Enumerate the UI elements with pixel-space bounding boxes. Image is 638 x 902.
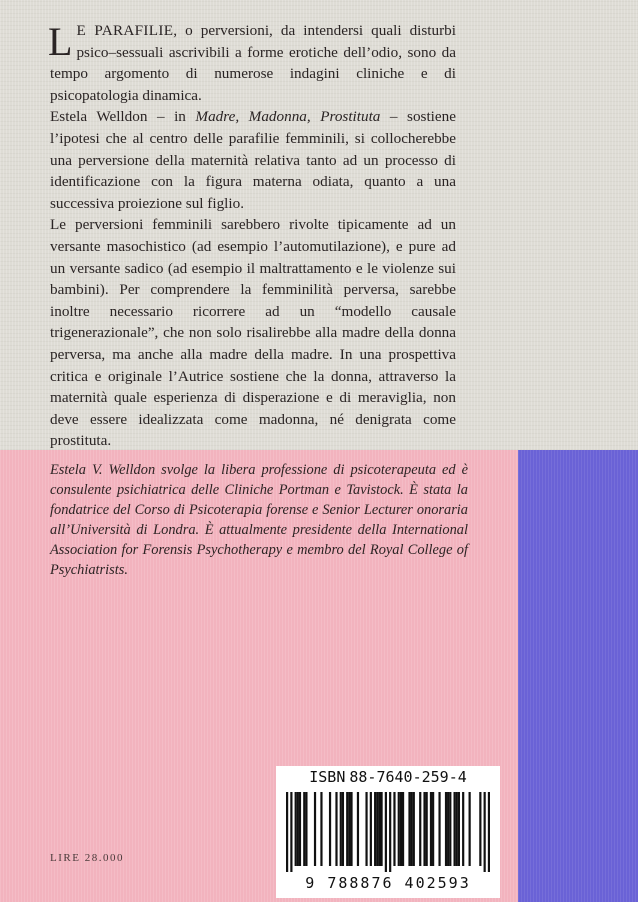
barcode-bar bbox=[430, 792, 432, 866]
blurb-paragraph-2-text: – sostiene l’ipotesi che al centro delle parafilie femminili, si collocherebbe una perversione della maternità relativa tanto ad un processo di identificazione con la figura materna odiata, quanto a una successiva proiezione sul figlio. bbox=[50, 108, 456, 212]
author-bio-text: Estela V. Welldon svolge la libera professione di psicoterapeuta ed è consulente psichiatrica delle Cliniche Portman e Tavistock. È stata la fondatrice del Corso di Psicoterapia forense e Senior Lecturer onoraria all’Università di Londra. È attualmente presidente della International Association for Forensis Psychotherapy e membro del Royal College of Psychiatrists. bbox=[50, 462, 468, 578]
blue-stripe bbox=[518, 450, 638, 902]
barcode-bar bbox=[314, 792, 316, 866]
barcode-bar bbox=[350, 792, 352, 866]
blurb-paragraph-2-start: Estela Welldon – in bbox=[50, 108, 196, 126]
book-title-italic: Madre, Madonna, Prostituta bbox=[195, 108, 381, 126]
barcode-bar bbox=[290, 792, 292, 872]
barcode-bar bbox=[456, 792, 458, 866]
price-label: LIRE 28.000 bbox=[50, 852, 124, 864]
barcode-bar bbox=[335, 792, 337, 866]
barcode-bar bbox=[365, 792, 367, 866]
barcode-bar bbox=[295, 792, 297, 866]
barcode-bar bbox=[469, 792, 471, 866]
author-bio bbox=[50, 460, 468, 580]
barcode-bar bbox=[329, 792, 331, 866]
back-cover-blurb bbox=[50, 20, 456, 452]
barcode-bar bbox=[479, 792, 481, 866]
barcode-bar bbox=[380, 792, 382, 866]
barcode-bar bbox=[303, 792, 305, 866]
barcode-bar bbox=[370, 792, 372, 866]
barcode-bar bbox=[320, 792, 322, 866]
barcode-bar bbox=[462, 792, 464, 866]
barcode-bar bbox=[357, 792, 359, 866]
isbn-line bbox=[276, 766, 500, 788]
barcode-bar bbox=[376, 792, 378, 866]
barcode-bar bbox=[413, 792, 415, 866]
barcode-bar bbox=[432, 792, 434, 866]
barcode-bar bbox=[340, 792, 342, 866]
barcode-bar bbox=[438, 792, 440, 866]
barcode-bar bbox=[398, 792, 400, 866]
barcode-bar bbox=[419, 792, 421, 866]
drop-cap: L bbox=[48, 19, 73, 64]
barcode-bar bbox=[385, 792, 387, 872]
barcode-bar bbox=[484, 792, 486, 872]
barcode-bar bbox=[389, 792, 391, 872]
barcode-bar bbox=[449, 792, 451, 866]
barcode-bar bbox=[297, 792, 299, 866]
barcode-bar bbox=[458, 792, 460, 866]
blurb-opening-smallcaps: E PARAFILIE bbox=[76, 22, 174, 39]
isbn-label: ISBN bbox=[309, 768, 346, 786]
barcode-bar bbox=[488, 792, 490, 872]
barcode-bar bbox=[447, 792, 449, 866]
barcode-bar bbox=[286, 792, 288, 872]
barcode-bar bbox=[299, 792, 301, 866]
barcode-bar bbox=[402, 792, 404, 866]
barcode-bar bbox=[378, 792, 380, 866]
barcode-bar bbox=[408, 792, 410, 866]
barcode-bar bbox=[346, 792, 348, 866]
barcode-digits: 9 788876 402593 bbox=[305, 874, 471, 892]
blurb-paragraph-1 bbox=[50, 20, 456, 106]
barcode-bar bbox=[305, 792, 307, 866]
barcode-bar bbox=[426, 792, 428, 866]
barcode-box bbox=[276, 766, 500, 898]
isbn-number: 88-7640-259-4 bbox=[349, 768, 467, 786]
barcode-bars bbox=[286, 792, 490, 872]
barcode-bar bbox=[445, 792, 447, 866]
blurb-paragraph-1-text: , o perversioni, da intendersi quali disturbi psico–sessuali ascrivibili a forme erotiche dell’odio, sono da tempo argomento di numerose indagini cliniche e di psicopatologia dinamica. bbox=[50, 22, 456, 104]
blurb-paragraph-2 bbox=[50, 106, 456, 214]
barcode-bar bbox=[374, 792, 376, 866]
blurb-paragraph-3: Le perversioni femminili sarebbero rivolte tipicamente ad un versante masochistico (ad esempio l’automutilazione), e pure ad un versante sadico (ad esempio il maltrattamento e le violenze sui bambini). Per comprendere la femminilità perversa, sarebbe inoltre necessario ricorrere ad un “modello causale trigenerazionale”, che non solo risalirebbe alla madre della donna perversa, ma anche alla madre della madre. In una prospettiva critica e originale l’Autrice sostiene che la donna, attraverso la maternità quale esperienza di disperazione e di meraviglia, non deve essere idealizzata come madonna, né denigrata come prostituta. bbox=[50, 216, 456, 450]
barcode-bar bbox=[453, 792, 455, 866]
barcode-bar bbox=[400, 792, 402, 866]
barcode-bar bbox=[348, 792, 350, 866]
barcode-bar bbox=[393, 792, 395, 866]
barcode-bar bbox=[423, 792, 425, 866]
barcode-bar bbox=[342, 792, 344, 866]
barcode-bar bbox=[411, 792, 413, 866]
